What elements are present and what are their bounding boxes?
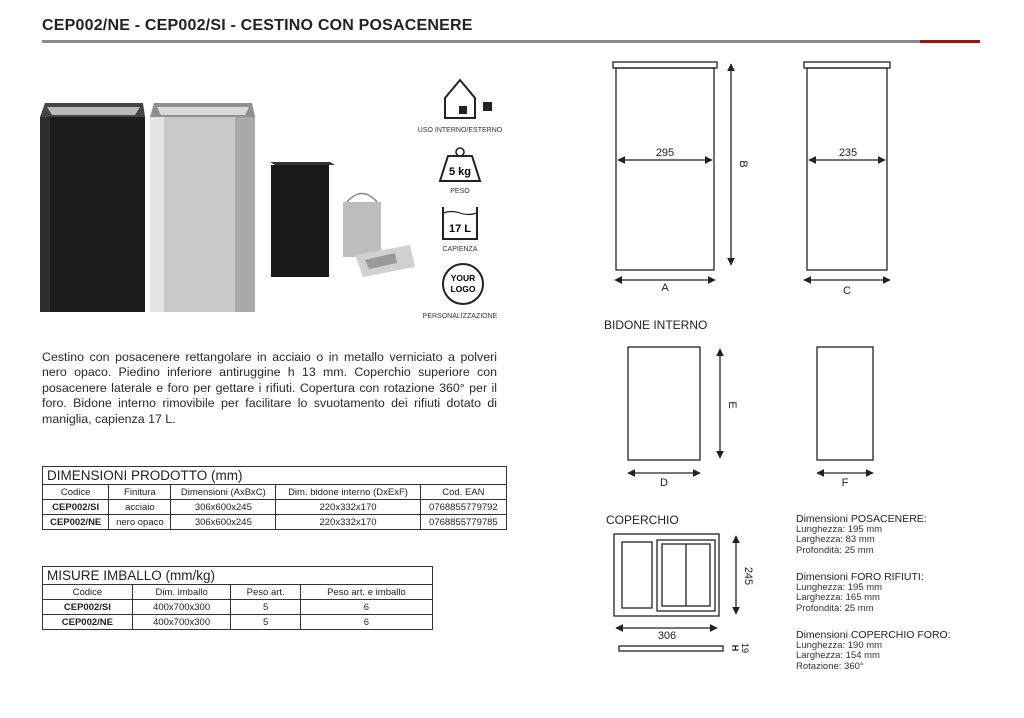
product-table (42, 484, 507, 530)
lid-depth-value: 245 (742, 566, 754, 586)
capacity-value: 17 L (448, 223, 472, 235)
label-D: D (660, 477, 668, 489)
table-header: Peso art. e imballo (300, 585, 432, 600)
table-header: Dim. imballo (132, 585, 231, 600)
label-F: F (841, 477, 849, 489)
dim-line: Lunghezza: 195 mm (796, 523, 883, 535)
dim-line: Profondità: 25 mm (796, 602, 874, 614)
dim-line: Larghezza: 83 mm (796, 534, 875, 546)
lid-outline (614, 534, 719, 616)
table-cell: 0768855779792 (420, 500, 506, 515)
table-cell: nero opaco (109, 515, 171, 530)
bin-body-image (270, 162, 335, 277)
dim-title: Dimensioni POSACENERE: (796, 513, 927, 525)
lid-title: COPERCHIO (606, 513, 679, 527)
black-bin-image (40, 103, 145, 312)
table-cell: 400x700x300 (132, 600, 231, 615)
dim-line: Larghezza: 165 mm (796, 592, 880, 604)
weight-value: 5 kg (448, 166, 472, 178)
dim-line: Lunghezza: 190 mm (796, 639, 883, 651)
table-cell: CEP002/NE (43, 515, 109, 530)
dim-title: Dimensioni FORO RIFIUTI: (796, 571, 924, 583)
table-header: Cod. EAN (420, 485, 506, 500)
front-width-value: 295 (655, 147, 675, 159)
ashtray-dimensions (796, 514, 996, 556)
dim-line: Lunghezza: 195 mm (796, 581, 883, 593)
table-cell: 306x600x245 (171, 515, 276, 530)
table-header-row (43, 485, 507, 500)
table-cell: 220x332x170 (276, 515, 421, 530)
inner-front-outline (628, 347, 700, 460)
house-icon-label: USO INTERNO/ESTERNO (417, 127, 503, 134)
table-header: Codice (43, 485, 109, 500)
table-header: Peso art. (231, 585, 300, 600)
icon-capacity (405, 205, 515, 253)
icon-logo (405, 262, 515, 320)
dim-line: Rotazione: 360° (796, 660, 864, 672)
label-A: A (661, 282, 669, 294)
table-header: Dim. bidone interno (DxExF) (276, 485, 421, 500)
label-B: B (737, 160, 749, 168)
table-cell: CEP002/NE (43, 615, 133, 630)
icon-weight (405, 145, 515, 195)
table-cell: CEP002/SI (43, 500, 109, 515)
inner-side-outline (817, 347, 873, 460)
lid-h-label: H (730, 644, 740, 652)
side-view-body (807, 68, 887, 270)
logo-line-1: YOUR (450, 273, 476, 283)
lid-side-outline (619, 646, 723, 651)
lid-h-value: 19 (740, 642, 750, 654)
table-cell: 400x700x300 (132, 615, 231, 630)
page-title: CEP002/NE - CEP002/SI - CESTINO CON POSACENERE (42, 17, 473, 34)
lid-hole-dimensions (796, 630, 996, 672)
product-description: Cestino con posacenere rettangolare in acciaio o in metallo verniciato a polveri nero opaco. Piedino inferiore antiruggine h 13 mm. Coperchio superiore con posacenere laterale e foro per gettare i rifiuti. Copertura con rotazione 360° per il foro. Bidone interno rimovibile per facilitare lo svuotamento dei rifiuti dotato di maniglia, capienza 17 L. (42, 350, 497, 426)
dim-title: Dimensioni COPERCHIO FORO: (796, 629, 951, 641)
table-cell: acciaio (109, 500, 171, 515)
product-table-title: DIMENSIONI PRODOTTO (mm) (42, 466, 507, 484)
table-header: Dimensioni (AxBxC) (171, 485, 276, 500)
capacity-icon (405, 205, 515, 241)
weight-icon (405, 145, 515, 183)
label-C: C (843, 285, 851, 297)
table-row (43, 615, 433, 630)
side-view-outline (804, 62, 890, 68)
table-cell: CEP002/SI (43, 600, 133, 615)
silver-bin-image (150, 103, 255, 312)
table-cell: 5 (231, 615, 300, 630)
packaging-table-title: MISURE IMBALLO (mm/kg) (42, 566, 433, 584)
weight-icon-label: PESO (450, 188, 470, 195)
logo-icon (405, 262, 515, 308)
logo-icon-label: PERSONALIZZAZIONE (422, 313, 498, 320)
table-header: Codice (43, 585, 133, 600)
title-rule-accent (920, 40, 980, 43)
front-view-body (616, 68, 714, 270)
table-cell: 220x332x170 (276, 500, 421, 515)
table-header: Finitura (109, 485, 171, 500)
table-row (43, 500, 507, 515)
product-photos (35, 95, 415, 325)
table-header-row (43, 585, 433, 600)
waste-hole-dimensions (796, 572, 996, 614)
side-width-value: 235 (838, 147, 858, 159)
packaging-table (42, 584, 433, 630)
label-E: E (726, 401, 738, 409)
logo-line-2: LOGO (450, 284, 476, 294)
product-table-block (42, 466, 507, 530)
dim-line: Profondità: 25 mm (796, 544, 874, 556)
lid-width-value: 306 (657, 630, 677, 642)
front-view-outline (613, 62, 717, 68)
packaging-table-block (42, 566, 433, 630)
table-cell: 0768855779785 (420, 515, 506, 530)
inner-bucket-image (343, 194, 381, 258)
inner-bin-title: BIDONE INTERNO (604, 318, 708, 332)
icon-house (405, 70, 515, 134)
table-row (43, 515, 507, 530)
table-row (43, 600, 433, 615)
lid-ashtray-outline (622, 542, 652, 608)
table-cell: 306x600x245 (171, 500, 276, 515)
house-icon (405, 70, 515, 122)
table-cell: 5 (231, 600, 300, 615)
title-rule (42, 40, 920, 43)
table-cell: 6 (300, 615, 432, 630)
capacity-icon-label: CAPIENZA (442, 246, 478, 253)
dim-line: Larghezza: 154 mm (796, 650, 880, 662)
table-cell: 6 (300, 600, 432, 615)
